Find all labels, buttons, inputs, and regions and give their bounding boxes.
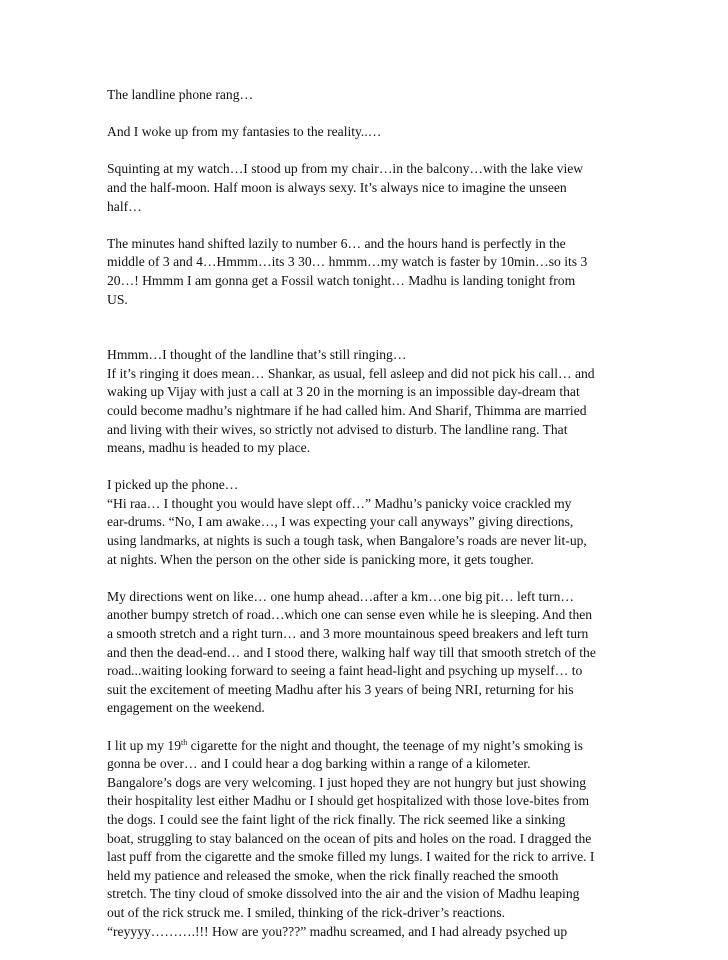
text-segment: cigarette for the night and thought, the teenage of my night’s smoking is — [187, 737, 583, 753]
text-line: means, madhu is headed to my place. — [107, 440, 311, 456]
text-line — [107, 737, 627, 756]
text-line: And I woke up from my fantasies to the reality..… — [107, 124, 382, 140]
text-line: road...waiting looking forward to seeing a faint head-light and psyching up myself… to — [107, 663, 583, 679]
text-line: 20…! Hmmm I am gonna get a Fossil watch tonight… Madhu is landing tonight from — [107, 272, 576, 288]
document-page — [107, 86, 627, 960]
text-line: The minutes hand shifted lazily to number 6… and the hours hand is perfectly in the — [107, 235, 566, 251]
text-line: My directions went on like… one hump ahead…after a km…one big pit… left turn… — [107, 588, 574, 604]
text-line: half… — [107, 198, 142, 214]
text-line: and then the dead-end… and I stood there, walking half way till that smooth stretch of the — [107, 644, 596, 660]
paragraph-minutes-hand — [107, 235, 627, 309]
text-line: Hmmm…I thought of the landline that’s still ringing… — [107, 347, 407, 363]
ordinal-superscript: th — [181, 737, 188, 747]
text-line: a smooth stretch and a right turn… and 3 more mountainous speed breakers and left turn — [107, 626, 589, 642]
text-line: the dogs. I could see the faint light of the rick finally. The rick seemed like a sinking — [107, 811, 566, 827]
text-line: last puff from the cigarette and the smoke filled my lungs. I waited for the rick to arrive. I — [107, 849, 595, 865]
text-line: gonna be over… and I could hear a dog barking within a range of a kilometer. — [107, 756, 531, 772]
text-line: I picked up the phone… — [107, 477, 239, 493]
text-line: boat, struggling to stay balanced on the ocean of pits and holes on the road. I dragged the — [107, 830, 592, 846]
text-line: using landmarks, at nights is such a tough task, when Bangalore’s roads are never lit-up, — [107, 533, 587, 549]
text-line: “reyyyy……….!!! How are you???” madhu screamed, and I had already psyched up — [107, 923, 568, 939]
text-line: engagement on the weekend. — [107, 700, 265, 716]
text-line: another bumpy stretch of road…which one can sense even while he is sleeping. And then — [107, 607, 593, 623]
text-line: stretch. The tiny cloud of smoke dissolved into the air and the vision of Madhu leaping — [107, 886, 580, 902]
text-line: waking up Vijay with just a call at 3 20 in the morning is an impossible day-dream that — [107, 384, 580, 400]
text-line: out of the rick struck me. I smiled, thinking of the rick-driver’s reactions. — [107, 904, 506, 920]
text-segment: I lit up my 19 — [107, 737, 182, 753]
paragraph-watch — [107, 160, 627, 216]
paragraph-woke-up — [107, 123, 627, 142]
text-line: Bangalore’s dogs are very welcoming. I just hoped they are not hungry but just showing — [107, 774, 587, 790]
paragraph-phone-call — [107, 476, 627, 569]
text-line: and living with their wives, so strictly not advised to disturb. The landline rang. That — [107, 421, 568, 437]
paragraph-landline-ringing — [107, 346, 627, 458]
text-line: US. — [107, 291, 128, 307]
text-line: middle of 3 and 4…Hmmm…its 3 30… hmmm…my watch is faster by 10min…so its 3 — [107, 254, 588, 270]
text-line: at nights. When the person on the other side is panicking more, it gets tougher. — [107, 551, 534, 567]
paragraph-phone-rang — [107, 86, 627, 105]
text-line: Squinting at my watch…I stood up from my chair…in the balcony…with the lake view — [107, 161, 584, 177]
text-line: If it’s ringing it does mean… Shankar, as usual, fell asleep and did not pick his call… and — [107, 365, 595, 381]
text-line: and the half-moon. Half moon is always sexy. It’s always nice to imagine the unseen — [107, 179, 567, 195]
text-line: could become madhu’s nightmare if he had called him. And Sharif, Thimma are married — [107, 402, 587, 418]
text-line: suit the excitement of meeting Madhu after his 3 years of being NRI, returning for his — [107, 681, 574, 697]
paragraph-cigarette — [107, 737, 627, 942]
text-line: ear-drums. “No, I am awake…, I was expecting your call anyways” giving directions, — [107, 514, 574, 530]
text-line: “Hi raa… I thought you would have slept off…” Madhu’s panicky voice crackled my — [107, 495, 572, 511]
text-line: The landline phone rang… — [107, 87, 254, 102]
paragraph-directions — [107, 588, 627, 718]
text-line: held my patience and released the smoke, when the rick finally reached the smooth — [107, 867, 559, 883]
text-line: their hospitality lest either Madhu or I should get hospitalized with those love-bites from — [107, 793, 590, 809]
